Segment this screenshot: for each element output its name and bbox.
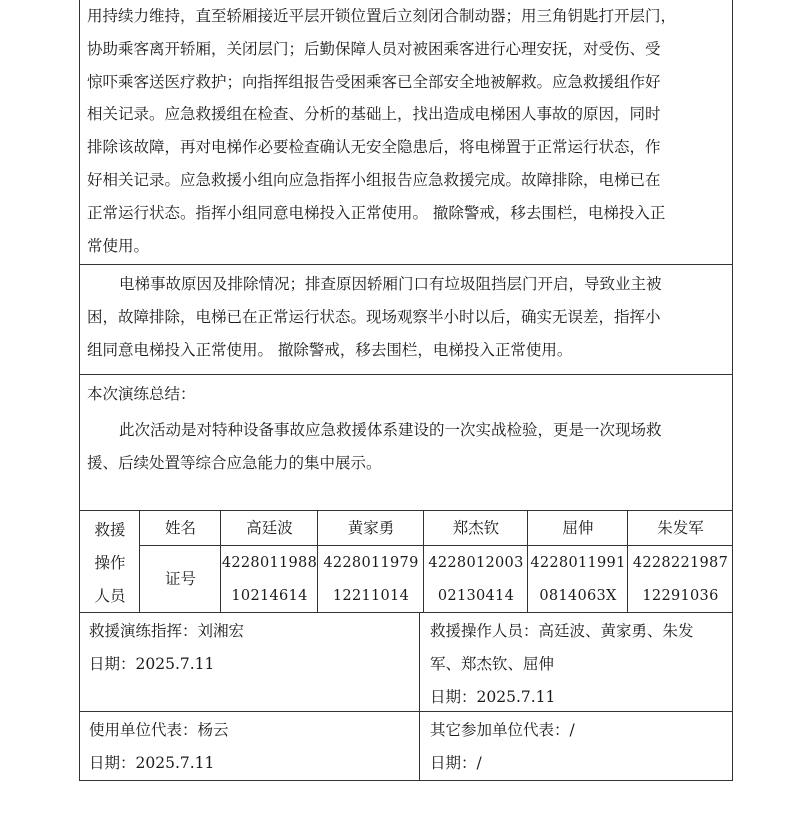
section1-line: 排除该故障，再对电梯作必要检查确认无安全隐患后，将电梯置于正常运行状态，作	[87, 138, 661, 157]
person-id: 4228221987 12291036	[632, 555, 729, 604]
summary-section	[87, 378, 725, 479]
section2-text	[87, 268, 725, 366]
sign-col-rule	[419, 612, 420, 781]
summary-heading: 本次演练总结：	[87, 385, 196, 403]
person-name: 黄家勇	[347, 519, 395, 537]
summary-line: 此次活动是对特种设备事故应急救援体系建设的一次实战检验，更是一次现场救	[119, 420, 662, 439]
name-label: 姓名	[164, 519, 196, 537]
person-name: 屈伸	[562, 519, 594, 537]
operators-line: 军、郑杰钦、屈伸	[430, 654, 555, 673]
user-rep: 使用单位代表：杨云	[89, 721, 229, 739]
table-border-left	[79, 0, 80, 781]
section2-line: 组同意电梯投入正常使用。 撤除警戒，移去围栏，电梯投入正常使用。	[87, 340, 573, 359]
personnel-group-label: 救援 操作 人员	[94, 521, 126, 605]
other-date: 日期：/	[430, 753, 482, 772]
rule-after-section1	[79, 264, 733, 265]
person-id: 4228011988 10214614	[221, 555, 318, 604]
commander-block	[89, 615, 414, 681]
section1-line: 相关记录。应急救援组在检查、分析的基础上，找出造成电梯困人事故的原因，同时	[87, 105, 661, 124]
commander-date: 日期：2025.7.11	[89, 654, 215, 673]
user-date: 日期：2025.7.11	[89, 753, 215, 772]
section1-line: 协助乘客离开轿厢，关闭层门；后勤保障人员对被困乘客进行心理安抚，对受伤、受	[87, 39, 661, 58]
id-label: 证号	[164, 570, 196, 588]
other-rep-block	[430, 714, 730, 780]
section1-line: 好相关记录。应急救援小组向应急指挥小组报告应急救援完成。故障排除，电梯已在	[87, 170, 661, 189]
section1-text	[87, 0, 725, 262]
operators-block	[430, 615, 730, 713]
operators-date: 日期：2025.7.11	[430, 687, 556, 706]
section2-line: 电梯事故原因及排除情况；排查原因轿厢门口有垃圾阻挡层门开启，导致业主被	[119, 275, 662, 293]
other-rep: 其它参加单位代表：/	[430, 721, 575, 739]
person-id: 4228012003 02130414	[428, 555, 524, 604]
rule-after-section2	[79, 374, 733, 375]
section1-line: 用持续力维持，直至轿厢接近平层开锁位置后立刻闭合制动器；用三角钥匙打开层门，	[87, 7, 677, 25]
person-name: 朱发军	[657, 519, 704, 537]
section1-line: 惊吓乘客送医疗救护；向指挥组报告受困乘客已全部安全地被解救。应急救援组作好	[87, 72, 661, 91]
user-rep-block	[89, 714, 414, 780]
section2-line: 困，故障排除，电梯已在正常运行状态。现场观察半小时以后，确实无误差，指挥小	[87, 307, 661, 326]
person-id: 4228011979 12211014	[323, 555, 419, 604]
table-border-bottom	[79, 780, 733, 781]
commander-name: 救援演练指挥：刘湘宏	[89, 622, 245, 640]
person-name: 郑杰钦	[452, 519, 500, 537]
person-id: 4228011991 0814063X	[530, 555, 626, 604]
section1-line: 正常运行状态。指挥小组同意电梯投入正常使用。 撤除警戒，移去围栏，电梯投入正	[87, 203, 666, 222]
table-border-right	[732, 0, 733, 781]
summary-line: 援、后续处置等综合应急能力的集中展示。	[87, 453, 382, 472]
operators-line: 救援操作人员：高廷波、黄家勇、朱发	[430, 622, 694, 640]
section1-line: 常使用。	[87, 236, 150, 255]
person-name: 高廷波	[246, 519, 293, 537]
